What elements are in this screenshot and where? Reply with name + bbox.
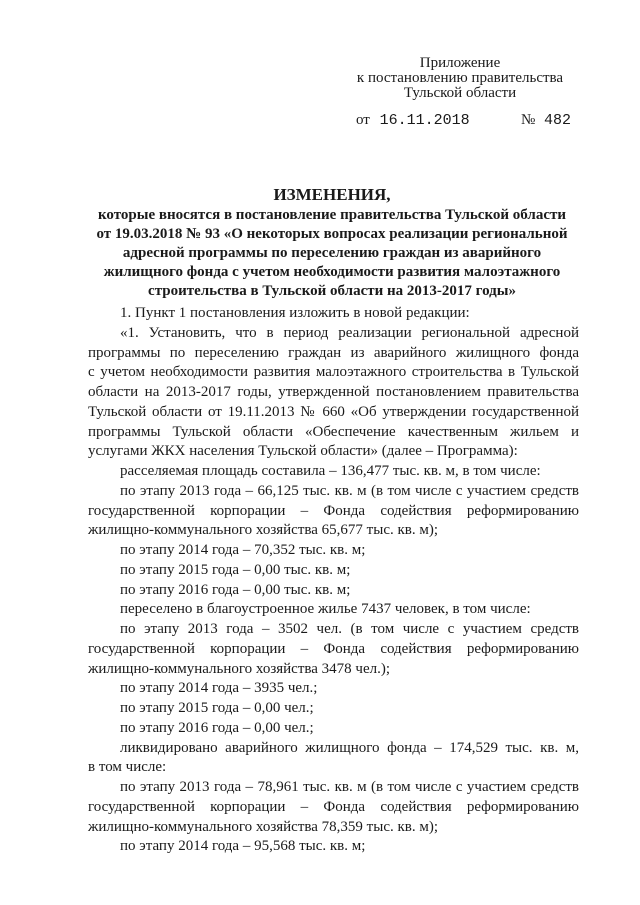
body-line: по этапу 2015 года – 0,00 чел.;: [120, 700, 314, 716]
body-line: по этапу 2013 года – 78,961 тыс. кв. м (в том числе с участием средств: [120, 779, 579, 795]
body-line: государственной корпорации – Фонда содействия реформированию: [88, 640, 579, 657]
body-line: по этапу 2016 года – 0,00 чел.;: [120, 719, 314, 736]
body-line: 1. Пункт 1 постановления изложить в новой редакции:: [120, 305, 470, 321]
title-line: которые вносятся в постановление правительства Тульской области: [97, 207, 567, 223]
body-line: с учетом необходимости развития малоэтажного строительства в Тульской: [88, 364, 579, 381]
annex-line: Тульской области: [403, 85, 517, 101]
title-line: жилищного фонда с учетом необходимости развития малоэтажного: [103, 264, 561, 280]
body-line: по этапу 2013 года – 66,125 тыс. кв. м (в том числе с участием средств: [120, 482, 579, 499]
body-line: жилищно-коммунального хозяйства 3478 чел.);: [88, 660, 391, 677]
title-heading: ИЗМЕНЕНИЯ,: [273, 185, 391, 204]
annex-block: [340, 56, 580, 101]
body-line: Тульской области от 19.11.2013 № 660 «Об утверждении государственной: [88, 403, 579, 420]
document-body: [88, 304, 579, 857]
annex-line: Приложение: [419, 55, 501, 71]
body-line: области на 2013-2017 годы, утвержденной постановлением правительства: [88, 384, 579, 400]
decree-date: 16.11.2018: [379, 112, 470, 129]
date-number-line: [356, 112, 572, 129]
body-line: программы Тульской области «Обеспечение качественным жильем и: [88, 423, 579, 440]
body-line: по этапу 2016 года – 0,00 тыс. кв. м;: [120, 581, 351, 598]
body-line: по этапу 2014 года – 70,352 тыс. кв. м;: [120, 542, 366, 558]
body-line: жилищно-коммунального хозяйства 78,359 тыс. кв. м);: [88, 818, 439, 835]
body-line: ликвидировано аварийного жилищного фонда – 174,529 тыс. кв. м,: [120, 739, 579, 756]
body-line: по этапу 2014 года – 3935 чел.;: [120, 680, 318, 697]
title-line: адресной программы по переселению граждан из аварийного: [122, 245, 542, 261]
body-line: услугами ЖКХ населения Тульской области» (далее – Программа):: [88, 443, 518, 460]
body-line: по этапу 2015 года – 0,00 тыс. кв. м;: [120, 561, 351, 578]
title-line: строительства в Тульской области на 2013-2017 годы»: [148, 283, 516, 299]
body-line: «1. Установить, что в период реализации региональной адресной: [120, 324, 579, 341]
body-line: программы по переселению граждан из аварийного жилищного фонда: [88, 344, 579, 361]
annex-line: к постановлению правительства: [356, 70, 564, 86]
document-title: [88, 184, 576, 301]
body-line: жилищно-коммунального хозяйства 65,677 тыс. кв. м);: [88, 522, 439, 539]
body-line: по этапу 2014 года – 95,568 тыс. кв. м;: [120, 838, 366, 855]
body-line: по этапу 2013 года – 3502 чел. (в том числе с участием средств: [120, 621, 579, 637]
number-label: №: [521, 112, 536, 128]
title-line: от 19.03.2018 № 93 «О некоторых вопросах реализации региональной: [96, 226, 568, 242]
decree-number: 482: [544, 112, 572, 129]
date-prefix: от: [356, 112, 370, 128]
body-line: расселяемая площадь составила – 136,477 тыс. кв. м, в том числе:: [120, 463, 541, 479]
body-line: переселено в благоустроенное жилье 7437 человек, в том числе:: [120, 601, 531, 618]
body-line: государственной корпорации – Фонда содействия реформированию: [88, 798, 579, 815]
body-line: государственной корпорации – Фонда содействия реформированию: [88, 502, 579, 519]
body-line: в том числе:: [88, 759, 167, 776]
